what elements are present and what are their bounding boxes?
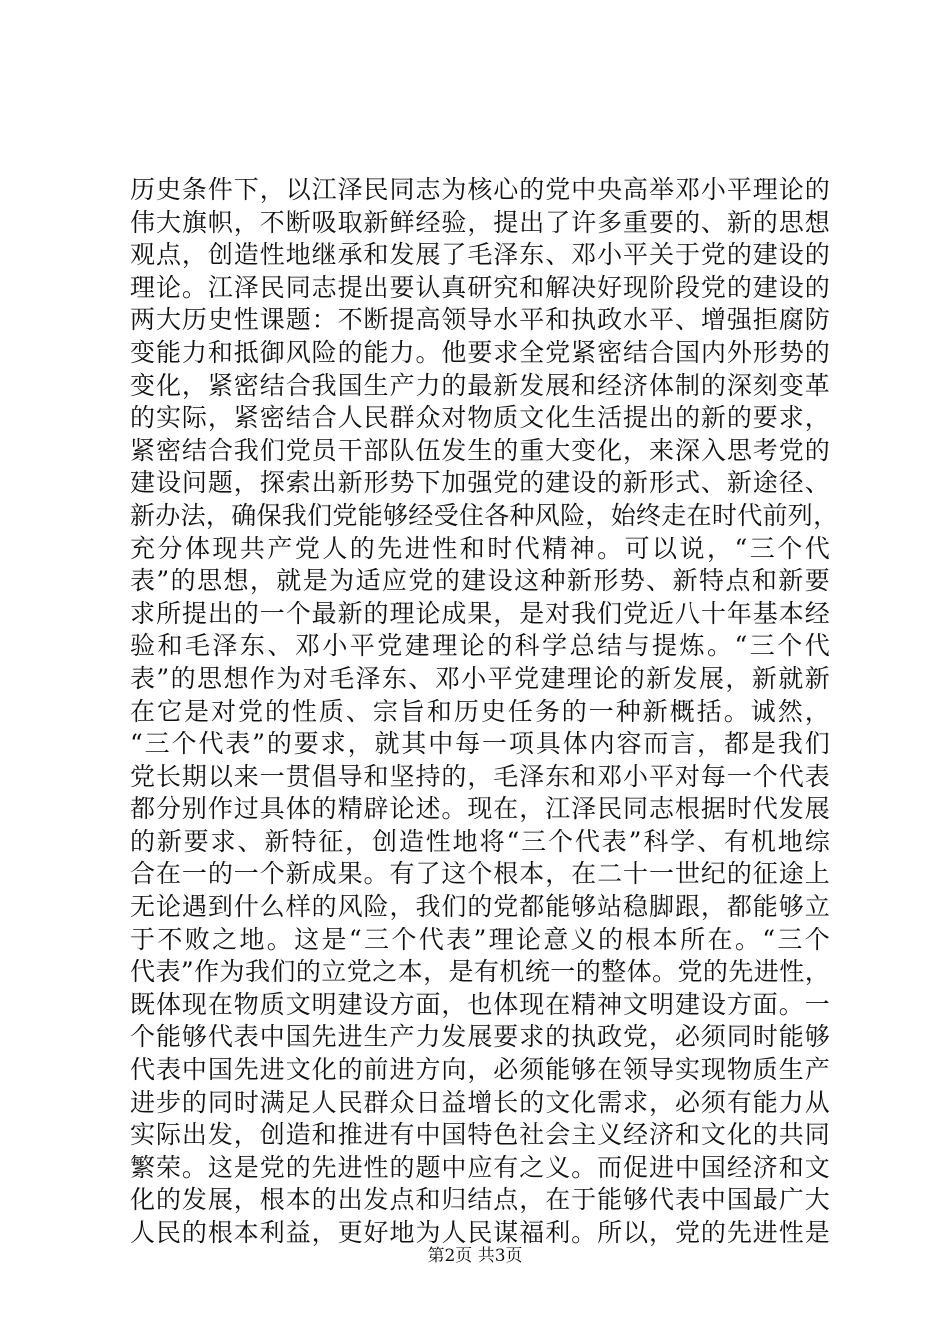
text-line: 的实际，紧密结合人民群众对物质文化生活提出的新的要求， bbox=[130, 403, 830, 433]
text-line: 代表”作为我们的立党之本，是有机统一的整体。党的先进性， bbox=[130, 957, 830, 987]
text-line: 两大历史性课题：不断提高领导水平和执政水平、增强拒腐防 bbox=[130, 305, 830, 335]
text-line: 表”的思想作为对毛泽东、邓小平党建理论的新发展，新就新 bbox=[130, 663, 830, 693]
text-line: 既体现在物质文明建设方面，也体现在精神文明建设方面。一 bbox=[130, 989, 830, 1019]
text-line: 合在一的一个新成果。有了这个根本，在二十一世纪的征途上 bbox=[130, 859, 830, 889]
text-line: 党长期以来一贯倡导和坚持的，毛泽东和邓小平对每一个代表 bbox=[130, 761, 830, 791]
page-number-footer: 第2页 共3页 bbox=[427, 1246, 523, 1266]
text-line: 代表中国先进文化的前进方向，必须能够在领导实现物质生产 bbox=[130, 1055, 830, 1085]
text-line: 充分体现共产党人的先进性和时代精神。可以说，“三个代 bbox=[130, 533, 830, 563]
text-line: 个能够代表中国先进生产力发展要求的执政党，必须同时能够 bbox=[130, 1022, 830, 1052]
text-line: 观点，创造性地继承和发展了毛泽东、邓小平关于党的建设的 bbox=[130, 240, 830, 270]
text-line: 伟大旗帜，不断吸取新鲜经验，提出了许多重要的、新的思想 bbox=[130, 207, 830, 237]
text-line: 都分别作过具体的精辟论述。现在，江泽民同志根据时代发展 bbox=[130, 794, 830, 824]
text-line: 的新要求、新特征，创造性地将“三个代表”科学、有机地综 bbox=[130, 826, 830, 856]
text-line: 新办法，确保我们党能够经受住各种风险，始终走在时代前列， bbox=[130, 500, 839, 530]
text-line: 理论。江泽民同志提出要认真研究和解决好现阶段党的建设的 bbox=[130, 272, 830, 302]
text-line: 表”的思想，就是为适应党的建设这种新形势、新特点和新要 bbox=[130, 566, 830, 596]
text-line: 进步的同时满足人民群众日益增长的文化需求，必须有能力从 bbox=[130, 1087, 830, 1117]
text-line: 紧密结合我们党员干部队伍发生的重大变化，来深入思考党的 bbox=[130, 435, 830, 465]
text-line: 化的发展，根本的出发点和归结点，在于能够代表中国最广大 bbox=[130, 1185, 830, 1215]
text-line: 变能力和抵御风险的能力。他要求全党紧密结合国内外形势的 bbox=[130, 337, 830, 367]
text-line: 历史条件下，以江泽民同志为核心的党中央高举邓小平理论的 bbox=[130, 175, 830, 204]
text-line: 求所提出的一个最新的理论成果，是对我们党近八十年基本经 bbox=[130, 598, 830, 628]
body-text bbox=[130, 174, 839, 1250]
text-line: 变化，紧密结合我国生产力的最新发展和经济体制的深刻变革 bbox=[130, 370, 830, 400]
text-line: 无论遇到什么样的风险，我们的党都能够站稳脚跟，都能够立 bbox=[130, 892, 830, 922]
text-line: “三个代表”的要求，就其中每一项具体内容而言，都是我们 bbox=[130, 729, 830, 759]
text-line: 于不败之地。这是“三个代表”理论意义的根本所在。“三个 bbox=[130, 924, 830, 954]
text-line: 实际出发，创造和推进有中国特色社会主义经济和文化的共同 bbox=[130, 1120, 830, 1150]
text-line: 繁荣。这是党的先进性的题中应有之义。而促进中国经济和文 bbox=[130, 1152, 830, 1182]
text-line: 在它是对党的性质、宗旨和历史任务的一种新概括。诚然， bbox=[130, 696, 830, 726]
text-line: 建设问题，探索出新形势下加强党的建设的新形式、新途径、 bbox=[130, 468, 830, 498]
text-line: 人民的根本利益，更好地为人民谋福利。所以，党的先进性是 bbox=[130, 1218, 830, 1247]
text-line: 验和毛泽东、邓小平党建理论的科学总结与提炼。“三个代 bbox=[130, 631, 830, 661]
